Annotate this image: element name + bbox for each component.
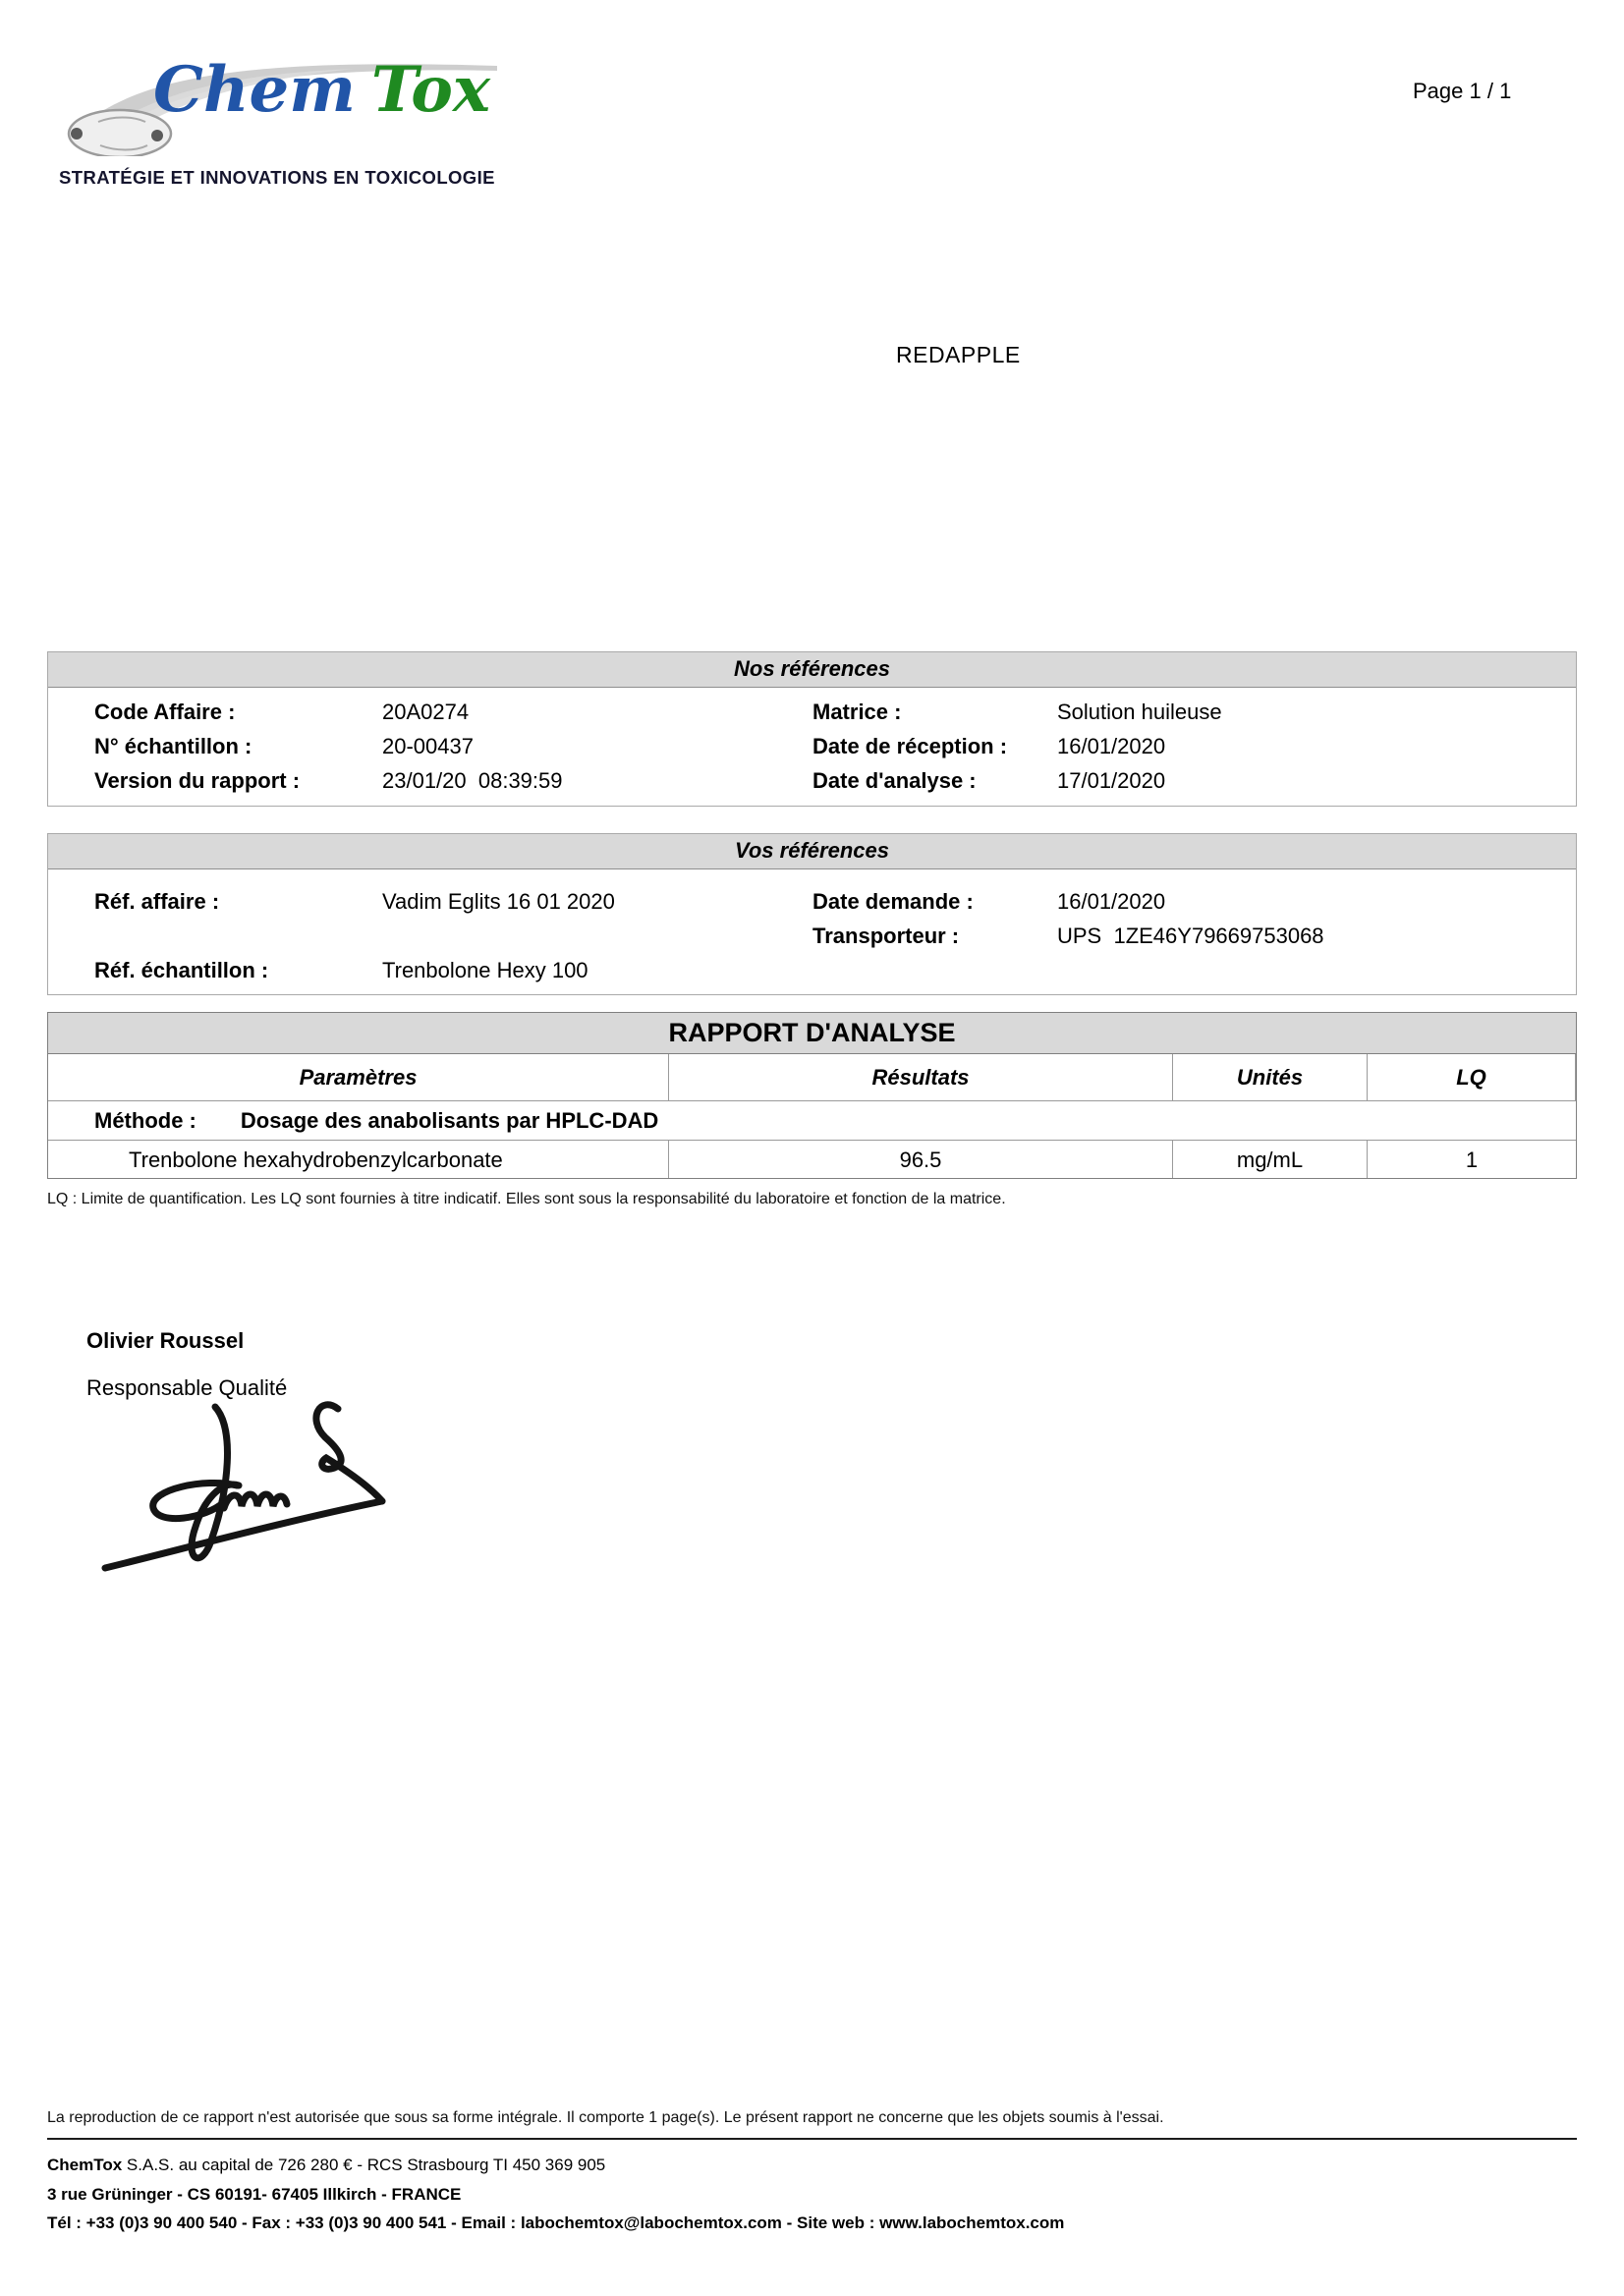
column-header-lq: LQ [1368, 1054, 1576, 1100]
field-label: Date de réception : [812, 734, 1008, 758]
field-num-echantillon [94, 735, 252, 758]
vos-references-title: Vos références [48, 834, 1576, 869]
report-title: RAPPORT D'ANALYSE [48, 1013, 1576, 1054]
field-date-demande-value: 16/01/2020 [1057, 889, 1166, 914]
field-ref-affaire [94, 890, 219, 914]
field-code-affaire-value: 20A0274 [382, 700, 470, 724]
page-number: Page 1 / 1 [1413, 79, 1512, 103]
field-label: Code Affaire : [94, 700, 236, 724]
result-row-result: 96.5 [669, 1140, 1173, 1178]
field-date-analyse [812, 769, 977, 793]
vos-references-section [47, 833, 1577, 995]
field-date-demande [812, 890, 974, 914]
column-header-unites: Unités [1173, 1054, 1368, 1100]
analysis-report-table [47, 1012, 1577, 1179]
field-transporteur-value: UPS 1ZE46Y79669753068 [1057, 924, 1324, 948]
field-version-rapport [94, 769, 300, 793]
method-label: Méthode : [94, 1108, 196, 1133]
field-label: Date demande : [812, 889, 974, 914]
field-date-reception-value: 16/01/2020 [1057, 734, 1166, 758]
lq-footnote: LQ : Limite de quantification. Les LQ sont fournies à titre indicatif. Elles sont sous la responsabilité du laboratoire et fonction de la matrice. [47, 1191, 1006, 1207]
field-label: Date d'analyse : [812, 768, 977, 793]
brand-wordmark [153, 53, 491, 127]
field-ref-echantillon [94, 959, 268, 982]
result-row-unit: mg/mL [1173, 1140, 1368, 1178]
field-date-reception [812, 735, 1007, 758]
nos-references-title: Nos références [48, 652, 1576, 688]
brand-tox: Tox [370, 53, 491, 127]
footer-company-line [47, 2156, 605, 2175]
footer-company-name: ChemTox [47, 2156, 123, 2174]
field-label: Transporteur : [812, 924, 960, 948]
client-name: REDAPPLE [896, 342, 1021, 367]
field-label: Version du rapport : [94, 768, 301, 793]
column-header-parametres: Paramètres [48, 1054, 669, 1100]
field-num-echantillon-value: 20-00437 [382, 734, 474, 758]
field-matrice [812, 700, 901, 724]
footer-company-details: S.A.S. au capital de 726 280 € - RCS Strasbourg TI 450 369 905 [122, 2156, 606, 2174]
brand-tagline: STRATÉGIE ET INNOVATIONS EN TOXICOLOGIE [59, 167, 495, 188]
field-matrice-value: Solution huileuse [1057, 700, 1222, 724]
footer-address-line: 3 rue Grüninger - CS 60191- 67405 Illkirch - FRANCE [47, 2185, 462, 2204]
brand-chem: Chem [153, 53, 356, 127]
method-row [48, 1100, 1576, 1140]
field-date-analyse-value: 17/01/2020 [1057, 768, 1166, 793]
signatory-role: Responsable Qualité [86, 1375, 288, 1400]
field-label: N° échantillon : [94, 734, 252, 758]
signatory-name: Olivier Roussel [86, 1328, 245, 1353]
footer-contact-line: Tél : +33 (0)3 90 400 540 - Fax : +33 (0)3 90 400 541 - Email : labochemtox@labochemtox.com - Site web : www.labochemtox.com [47, 2213, 1065, 2232]
field-label: Réf. échantillon : [94, 958, 269, 982]
footer-divider [47, 2138, 1577, 2140]
method-value: Dosage des anabolisants par HPLC-DAD [240, 1108, 659, 1133]
reproduction-note: La reproduction de ce rapport n'est autorisée que sous sa forme intégrale. Il comporte 1 page(s). Le présent rapport ne concerne que les objets soumis à l'essai. [47, 2109, 1164, 2126]
field-version-rapport-value: 23/01/20 08:39:59 [382, 768, 563, 793]
field-code-affaire [94, 700, 235, 724]
field-ref-echantillon-value: Trenbolone Hexy 100 [382, 958, 588, 982]
field-label: Matrice : [812, 700, 902, 724]
column-header-resultats: Résultats [669, 1054, 1173, 1100]
field-transporteur [812, 924, 959, 948]
chemtox-logo [59, 47, 521, 193]
field-ref-affaire-value: Vadim Eglits 16 01 2020 [382, 889, 615, 914]
result-row-lq: 1 [1368, 1140, 1576, 1178]
signature-image [84, 1393, 438, 1595]
nos-references-section [47, 651, 1577, 807]
handwritten-signature-icon [84, 1393, 438, 1590]
field-label: Réf. affaire : [94, 889, 220, 914]
result-row-parameter: Trenbolone hexahydrobenzylcarbonate [48, 1140, 669, 1178]
